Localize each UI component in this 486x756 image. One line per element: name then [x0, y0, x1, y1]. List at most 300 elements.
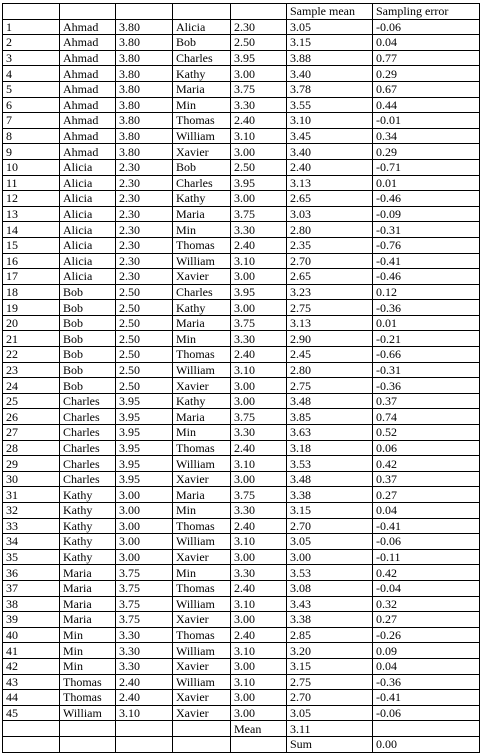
cell-sample-mean: 3.78	[287, 81, 373, 97]
cell-index: 31	[3, 487, 60, 503]
table-row	[3, 596, 480, 612]
cell-student-2: Min	[173, 425, 231, 441]
cell-student-2: Bob	[173, 159, 231, 175]
table-row	[3, 518, 480, 534]
cell-student-2: Min	[173, 222, 231, 238]
cell-value-2: 3.00	[231, 690, 287, 706]
cell-student-1: Alicia	[60, 191, 116, 207]
cell-student-2: William	[173, 534, 231, 550]
cell-sample-mean: 3.03	[287, 206, 373, 222]
cell-sampling-error: 0.29	[373, 144, 480, 160]
header-cell-sample-mean: Sample mean	[287, 4, 373, 20]
cell-sample-mean: 3.53	[287, 456, 373, 472]
cell-value-2: 3.00	[231, 658, 287, 674]
cell-sampling-error: -0.06	[373, 534, 480, 550]
cell-student-1: Min	[60, 658, 116, 674]
cell-value-1: 3.95	[116, 471, 173, 487]
cell-student-1: Alicia	[60, 253, 116, 269]
cell-value-1: 3.80	[116, 128, 173, 144]
summary-row	[3, 736, 480, 752]
table-row	[3, 144, 480, 160]
cell-sampling-error: 0.77	[373, 50, 480, 66]
cell-sample-mean: 3.10	[287, 113, 373, 129]
cell-index: 5	[3, 81, 60, 97]
cell-sampling-error: 0.34	[373, 128, 480, 144]
cell-student-2: Kathy	[173, 393, 231, 409]
table-row	[3, 690, 480, 706]
cell-value-2: 3.75	[231, 315, 287, 331]
cell-index: 24	[3, 378, 60, 394]
cell-student-1: Kathy	[60, 549, 116, 565]
cell-student-1: Charles	[60, 440, 116, 456]
cell-value-2: 3.00	[231, 191, 287, 207]
table-row	[3, 315, 480, 331]
cell-sampling-error: -0.36	[373, 300, 480, 316]
cell-value-2: 3.00	[231, 66, 287, 82]
cell-student-1: Maria	[60, 580, 116, 596]
cell-value-1: 3.80	[116, 144, 173, 160]
table-row	[3, 284, 480, 300]
cell-value-1: 3.10	[116, 705, 173, 721]
cell-sampling-error: -0.01	[373, 113, 480, 129]
cell-index: 14	[3, 222, 60, 238]
cell-sampling-error: 0.09	[373, 643, 480, 659]
cell-value-1: 3.00	[116, 487, 173, 503]
cell-sampling-error: -0.26	[373, 627, 480, 643]
cell-student-1: Maria	[60, 612, 116, 628]
cell-student-2: Thomas	[173, 347, 231, 363]
cell-index: 28	[3, 440, 60, 456]
cell-student-2	[173, 736, 231, 752]
cell-sample-mean: 2.65	[287, 191, 373, 207]
cell-sampling-error: 0.37	[373, 471, 480, 487]
cell-student-2: Kathy	[173, 300, 231, 316]
cell-value-2: 3.00	[231, 269, 287, 285]
cell-index: 27	[3, 425, 60, 441]
cell-value-2: 3.95	[231, 50, 287, 66]
cell-value-1: 2.50	[116, 378, 173, 394]
header-cell-value-1	[116, 4, 173, 20]
summary-row	[3, 721, 480, 737]
cell-value-2: 3.75	[231, 206, 287, 222]
table-row	[3, 534, 480, 550]
cell-sample-mean: 3.85	[287, 409, 373, 425]
cell-sample-mean: 2.90	[287, 331, 373, 347]
cell-index: 34	[3, 534, 60, 550]
cell-student-2: William	[173, 362, 231, 378]
cell-value-2: 2.30	[231, 19, 287, 35]
cell-student-1: Charles	[60, 425, 116, 441]
cell-value-1: 3.95	[116, 409, 173, 425]
cell-student-1: Ahmad	[60, 97, 116, 113]
cell-sampling-error: -0.31	[373, 362, 480, 378]
cell-student-1: Ahmad	[60, 66, 116, 82]
cell-sample-mean: 3.13	[287, 175, 373, 191]
cell-value-1: 2.30	[116, 222, 173, 238]
cell-sampling-error: -0.66	[373, 347, 480, 363]
cell-student-2: William	[173, 253, 231, 269]
cell-sample-mean: 3.23	[287, 284, 373, 300]
table-row	[3, 97, 480, 113]
cell-value-1: 2.30	[116, 175, 173, 191]
cell-sampling-error: -0.71	[373, 159, 480, 175]
cell-student-2: Xavier	[173, 144, 231, 160]
cell-value-2: 3.00	[231, 612, 287, 628]
cell-sampling-error: -0.36	[373, 378, 480, 394]
cell-student-2: William	[173, 456, 231, 472]
cell-value-1: 2.40	[116, 690, 173, 706]
cell-student-2: Charles	[173, 175, 231, 191]
cell-index: 17	[3, 269, 60, 285]
cell-value-1: 3.95	[116, 425, 173, 441]
cell-index: 13	[3, 206, 60, 222]
table-row	[3, 237, 480, 253]
table-row	[3, 66, 480, 82]
cell-index: 32	[3, 503, 60, 519]
cell-index: 4	[3, 66, 60, 82]
cell-index: 43	[3, 674, 60, 690]
cell-sample-mean: 3.40	[287, 144, 373, 160]
cell-student-1: Charles	[60, 456, 116, 472]
cell-student-1: Charles	[60, 471, 116, 487]
cell-student-2: Maria	[173, 487, 231, 503]
cell-sampling-error: -0.09	[373, 206, 480, 222]
cell-index: 8	[3, 128, 60, 144]
cell-index: 3	[3, 50, 60, 66]
cell-student-2: Maria	[173, 81, 231, 97]
cell-index: 25	[3, 393, 60, 409]
cell-value-1: 2.30	[116, 237, 173, 253]
cell-sample-mean: 3.15	[287, 35, 373, 51]
cell-sample-mean: 3.20	[287, 643, 373, 659]
cell-student-1: Ahmad	[60, 19, 116, 35]
cell-sampling-error: 0.52	[373, 425, 480, 441]
cell-index: 10	[3, 159, 60, 175]
cell-index: 36	[3, 565, 60, 581]
cell-value-1: 2.50	[116, 284, 173, 300]
cell-value-2: 3.10	[231, 534, 287, 550]
cell-student-2: Min	[173, 503, 231, 519]
table-row	[3, 612, 480, 628]
cell-sample-mean: 3.88	[287, 50, 373, 66]
cell-sample-mean: 2.85	[287, 627, 373, 643]
cell-value-2: 2.40	[231, 518, 287, 534]
table-body	[3, 4, 480, 753]
cell-sample-mean: 3.00	[287, 549, 373, 565]
header-cell-sampling-error: Sampling error	[373, 4, 480, 20]
cell-value-2: 3.00	[231, 549, 287, 565]
cell-value-2: 2.40	[231, 113, 287, 129]
cell-value-2: 3.10	[231, 643, 287, 659]
cell-value-2: 2.40	[231, 237, 287, 253]
table-row	[3, 222, 480, 238]
cell-value-2: 3.10	[231, 596, 287, 612]
cell-sample-mean: 3.05	[287, 19, 373, 35]
cell-value-2: 3.00	[231, 705, 287, 721]
cell-value-2: 2.40	[231, 627, 287, 643]
table-row	[3, 658, 480, 674]
cell-index: 9	[3, 144, 60, 160]
table-row	[3, 113, 480, 129]
cell-value-2: 3.10	[231, 674, 287, 690]
cell-sample-mean: 2.70	[287, 690, 373, 706]
cell-sampling-error: -0.46	[373, 269, 480, 285]
cell-student-2: Thomas	[173, 518, 231, 534]
cell-sampling-error: 0.01	[373, 315, 480, 331]
cell-student-2: Alicia	[173, 19, 231, 35]
table-row	[3, 159, 480, 175]
cell-index: 15	[3, 237, 60, 253]
cell-sampling-error: 0.32	[373, 596, 480, 612]
cell-value-2: 3.30	[231, 222, 287, 238]
table-row	[3, 206, 480, 222]
cell-value-2: Mean	[231, 721, 287, 737]
cell-value-2	[231, 736, 287, 752]
cell-student-2: Kathy	[173, 191, 231, 207]
cell-sampling-error: -0.31	[373, 222, 480, 238]
table-row	[3, 409, 480, 425]
cell-student-2: Xavier	[173, 269, 231, 285]
cell-index: 6	[3, 97, 60, 113]
cell-index: 22	[3, 347, 60, 363]
table-row	[3, 705, 480, 721]
cell-sample-mean: 3.38	[287, 487, 373, 503]
cell-student-2: William	[173, 643, 231, 659]
cell-student-2: Thomas	[173, 627, 231, 643]
header-cell-value-2	[231, 4, 287, 20]
cell-student-2: Charles	[173, 284, 231, 300]
cell-index: 41	[3, 643, 60, 659]
cell-value-2: 2.50	[231, 35, 287, 51]
cell-value-2: 2.40	[231, 440, 287, 456]
cell-index: 1	[3, 19, 60, 35]
cell-value-1: 3.80	[116, 81, 173, 97]
cell-sampling-error: 0.37	[373, 393, 480, 409]
cell-index: 38	[3, 596, 60, 612]
cell-sampling-error	[373, 721, 480, 737]
cell-value-1: 3.00	[116, 549, 173, 565]
cell-student-1: Bob	[60, 315, 116, 331]
cell-student-1: Charles	[60, 393, 116, 409]
cell-value-1: 3.80	[116, 113, 173, 129]
cell-value-1: 3.80	[116, 50, 173, 66]
cell-value-2: 2.50	[231, 159, 287, 175]
table-row	[3, 471, 480, 487]
cell-value-2: 3.75	[231, 487, 287, 503]
cell-sample-mean: 2.45	[287, 347, 373, 363]
cell-value-1: 2.30	[116, 253, 173, 269]
header-cell-student-1	[60, 4, 116, 20]
table-row	[3, 643, 480, 659]
cell-student-1	[60, 721, 116, 737]
cell-sampling-error: 0.27	[373, 612, 480, 628]
table-row	[3, 362, 480, 378]
cell-student-1: Min	[60, 627, 116, 643]
cell-student-1: Bob	[60, 347, 116, 363]
cell-value-1: 2.30	[116, 191, 173, 207]
cell-sample-mean: 3.11	[287, 721, 373, 737]
cell-sampling-error: 0.29	[373, 66, 480, 82]
cell-value-2: 3.30	[231, 503, 287, 519]
cell-index: 18	[3, 284, 60, 300]
cell-sample-mean: 2.70	[287, 253, 373, 269]
table-row	[3, 503, 480, 519]
cell-student-2: Maria	[173, 409, 231, 425]
cell-student-2	[173, 721, 231, 737]
cell-value-1	[116, 736, 173, 752]
cell-sample-mean: 3.40	[287, 66, 373, 82]
cell-index: 45	[3, 705, 60, 721]
cell-sampling-error: -0.04	[373, 580, 480, 596]
cell-sampling-error: 0.06	[373, 440, 480, 456]
cell-value-1	[116, 721, 173, 737]
cell-value-1: 2.30	[116, 206, 173, 222]
table-row	[3, 81, 480, 97]
cell-sample-mean: 2.80	[287, 362, 373, 378]
cell-value-1: 3.80	[116, 66, 173, 82]
cell-index: 44	[3, 690, 60, 706]
cell-index: 40	[3, 627, 60, 643]
cell-sampling-error: 0.01	[373, 175, 480, 191]
cell-index	[3, 721, 60, 737]
cell-value-2: 3.10	[231, 128, 287, 144]
cell-index: 16	[3, 253, 60, 269]
cell-index: 20	[3, 315, 60, 331]
cell-value-1: 2.50	[116, 362, 173, 378]
cell-index	[3, 736, 60, 752]
cell-student-2: Min	[173, 331, 231, 347]
cell-sampling-error: -0.46	[373, 191, 480, 207]
cell-value-2: 3.30	[231, 331, 287, 347]
cell-value-2: 2.40	[231, 580, 287, 596]
cell-value-2: 3.00	[231, 300, 287, 316]
cell-student-1: Bob	[60, 378, 116, 394]
cell-student-2: William	[173, 674, 231, 690]
cell-sample-mean: 3.15	[287, 503, 373, 519]
cell-sampling-error: -0.41	[373, 690, 480, 706]
cell-index: 23	[3, 362, 60, 378]
cell-index: 7	[3, 113, 60, 129]
table-row	[3, 378, 480, 394]
cell-student-1: Bob	[60, 331, 116, 347]
cell-index: 12	[3, 191, 60, 207]
cell-student-1: Min	[60, 643, 116, 659]
table-row	[3, 565, 480, 581]
cell-index: 37	[3, 580, 60, 596]
cell-student-1: Alicia	[60, 237, 116, 253]
cell-value-2: 3.10	[231, 362, 287, 378]
cell-student-1: Alicia	[60, 159, 116, 175]
cell-sample-mean: 2.80	[287, 222, 373, 238]
cell-value-1: 3.00	[116, 503, 173, 519]
cell-sampling-error: -0.41	[373, 518, 480, 534]
cell-value-1: 3.00	[116, 518, 173, 534]
cell-sampling-error: -0.11	[373, 549, 480, 565]
cell-sample-mean: 3.15	[287, 658, 373, 674]
cell-sampling-error: -0.41	[373, 253, 480, 269]
cell-student-1: Alicia	[60, 175, 116, 191]
table-row	[3, 300, 480, 316]
cell-sampling-error: -0.21	[373, 331, 480, 347]
table-row	[3, 456, 480, 472]
cell-student-2: William	[173, 128, 231, 144]
cell-student-1: Alicia	[60, 206, 116, 222]
table-row	[3, 253, 480, 269]
table-row	[3, 393, 480, 409]
cell-value-1: 2.50	[116, 347, 173, 363]
cell-student-1: Kathy	[60, 534, 116, 550]
cell-value-1: 3.30	[116, 658, 173, 674]
cell-student-2: Maria	[173, 315, 231, 331]
cell-student-1: Thomas	[60, 674, 116, 690]
cell-value-1: 3.30	[116, 643, 173, 659]
cell-value-1: 3.75	[116, 565, 173, 581]
cell-index: 39	[3, 612, 60, 628]
cell-student-2: Bob	[173, 35, 231, 51]
cell-student-2: Thomas	[173, 580, 231, 596]
cell-student-1: Bob	[60, 284, 116, 300]
cell-student-1: Bob	[60, 362, 116, 378]
cell-value-2: 3.00	[231, 393, 287, 409]
cell-student-2: Min	[173, 565, 231, 581]
cell-value-2: 3.00	[231, 378, 287, 394]
cell-sampling-error: -0.06	[373, 705, 480, 721]
cell-student-2: Kathy	[173, 66, 231, 82]
cell-sampling-error: 0.12	[373, 284, 480, 300]
cell-student-2: Thomas	[173, 113, 231, 129]
cell-sample-mean: 3.48	[287, 471, 373, 487]
cell-value-1: 3.75	[116, 580, 173, 596]
cell-student-2: Thomas	[173, 440, 231, 456]
cell-value-2: 3.95	[231, 284, 287, 300]
cell-student-1: Ahmad	[60, 113, 116, 129]
cell-value-1: 3.30	[116, 627, 173, 643]
header-cell-index	[3, 4, 60, 20]
cell-student-1: Thomas	[60, 690, 116, 706]
cell-sampling-error: -0.76	[373, 237, 480, 253]
cell-sampling-error: -0.36	[373, 674, 480, 690]
cell-sample-mean: 3.05	[287, 534, 373, 550]
cell-student-2: William	[173, 596, 231, 612]
cell-sample-mean: 3.63	[287, 425, 373, 441]
cell-index: 2	[3, 35, 60, 51]
table-row	[3, 347, 480, 363]
cell-sample-mean: 2.75	[287, 674, 373, 690]
cell-value-1: 3.80	[116, 35, 173, 51]
cell-value-1: 3.80	[116, 19, 173, 35]
cell-student-1: Charles	[60, 409, 116, 425]
table-row	[3, 191, 480, 207]
table-row	[3, 487, 480, 503]
cell-sample-mean: 2.75	[287, 300, 373, 316]
cell-student-1: Bob	[60, 300, 116, 316]
cell-index: 21	[3, 331, 60, 347]
cell-value-1: 2.50	[116, 315, 173, 331]
header-cell-student-2	[173, 4, 231, 20]
cell-value-2: 3.10	[231, 456, 287, 472]
table-row	[3, 580, 480, 596]
cell-sample-mean: 2.75	[287, 378, 373, 394]
cell-student-1: Kathy	[60, 503, 116, 519]
cell-value-2: 3.75	[231, 81, 287, 97]
cell-value-2: 2.40	[231, 347, 287, 363]
table-row	[3, 425, 480, 441]
table-row	[3, 331, 480, 347]
table-row	[3, 175, 480, 191]
cell-student-1: Ahmad	[60, 35, 116, 51]
cell-sample-mean: 2.65	[287, 269, 373, 285]
cell-sampling-error: 0.42	[373, 565, 480, 581]
